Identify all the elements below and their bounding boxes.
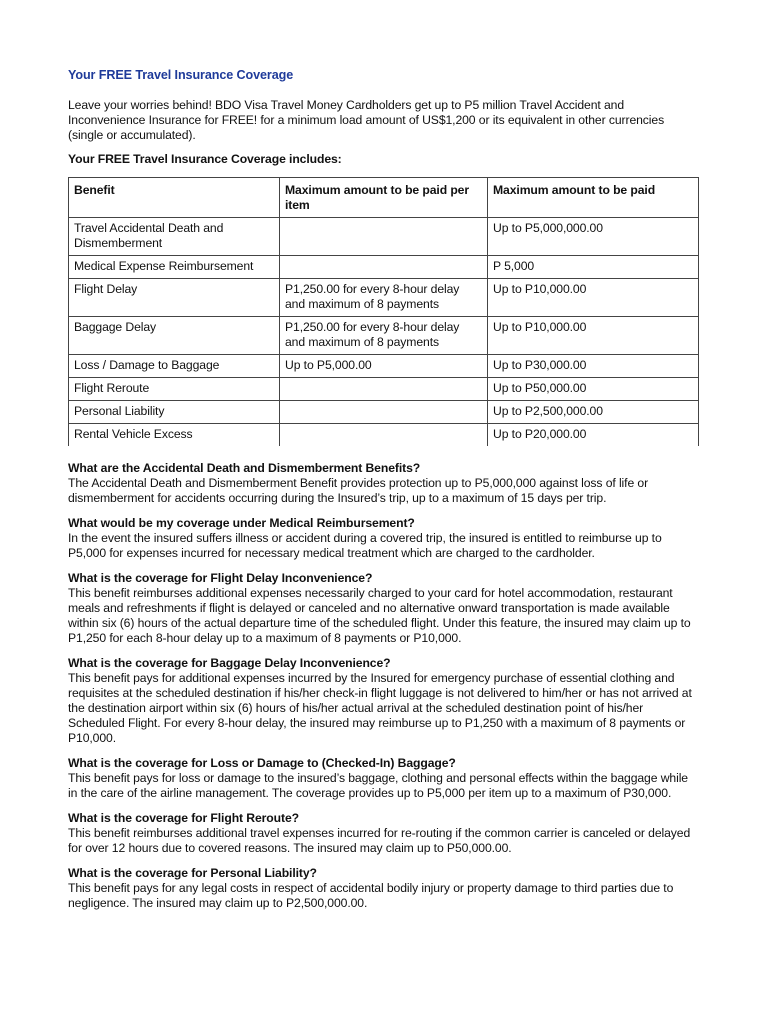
table-row (69, 424, 699, 447)
faq-question: What is the coverage for Flight Delay Inconvenience? (68, 571, 373, 585)
benefit-cell: Flight Delay (69, 279, 280, 317)
faq-item (68, 516, 698, 561)
max-amount-cell: Up to P5,000,000.00 (488, 218, 699, 256)
faq-answer: This benefit reimburses additional expenses necessarily charged to your card for hotel accommodation, restaurant meals and refreshments if flight is delayed or canceled and no alternative onward transportation is made available within six (6) hours of the actual departure time of the scheduled flight. Under this feature, the insured may claim up to P1,250 for each 8-hour delay up to a maximum of 8 payments or P10,000. (68, 586, 691, 645)
benefit-cell: Baggage Delay (69, 317, 280, 355)
benefit-cell: Rental Vehicle Excess (69, 424, 280, 447)
per-item-cell (280, 256, 488, 279)
max-amount-cell: Up to P30,000.00 (488, 355, 699, 378)
faq-answer: This benefit pays for additional expenses incurred by the Insured for emergency purchase of essential clothing and requisites at the scheduled destination if his/her check-in flight luggage is not delivered to him/her or has not arrived at the destination airport within six (6) hours of his/her actual arrival at the scheduled destination point of his/her Scheduled Flight. For every 8-hour delay, the insured may reimburse up to P1,250 with a maximum of 8 payments or P10,000. (68, 671, 692, 745)
faq-answer: This benefit reimburses additional travel expenses incurred for re-routing if the common carrier is canceled or delayed for over 12 hours due to covered reasons. The insured may claim up to P50,000.00. (68, 826, 691, 855)
includes-heading: Your FREE Travel Insurance Coverage includes: (68, 152, 342, 166)
per-item-cell (280, 424, 488, 447)
benefit-cell: Personal Liability (69, 401, 280, 424)
faq-question: What would be my coverage under Medical Reimbursement? (68, 516, 415, 530)
faq-question: What is the coverage for Loss or Damage to (Checked-In) Baggage? (68, 756, 456, 770)
faq-answer: This benefit pays for any legal costs in respect of accidental bodily injury or property damage to third parties due to negligence. The insured may claim up to P2,500,000.00. (68, 881, 674, 910)
faq-question: What is the coverage for Flight Reroute? (68, 811, 299, 825)
max-amount-cell: Up to P50,000.00 (488, 378, 699, 401)
faq-item (68, 756, 698, 801)
max-amount-cell: P 5,000 (488, 256, 699, 279)
page-title: Your FREE Travel Insurance Coverage (68, 68, 294, 82)
max-amount-cell: Up to P20,000.00 (488, 424, 699, 447)
faq-answer: The Accidental Death and Dismemberment Benefit provides protection up to P5,000,000 against loss of life or dismemberment for accidents occurring during the Insured’s trip, up to a maximum of 15 days per trip. (68, 476, 649, 505)
max-amount-cell: Up to P10,000.00 (488, 279, 699, 317)
table-row (69, 378, 699, 401)
max-amount-cell: Up to P2,500,000.00 (488, 401, 699, 424)
per-item-cell (280, 218, 488, 256)
table-row (69, 256, 699, 279)
per-item-cell: Up to P5,000.00 (280, 355, 488, 378)
table-row (69, 401, 699, 424)
document (68, 68, 698, 911)
column-header-benefit: Benefit (69, 178, 280, 218)
benefit-cell: Loss / Damage to Baggage (69, 355, 280, 378)
table-row (69, 317, 699, 355)
faq-answer: This benefit pays for loss or damage to the insured’s baggage, clothing and personal effects within the baggage while in the care of the airline management. The coverage provides up to P5,000 per item up to a maximum of P30,000. (68, 771, 688, 800)
faq-item (68, 571, 698, 646)
faq-section (68, 461, 698, 911)
per-item-cell (280, 378, 488, 401)
per-item-cell (280, 401, 488, 424)
per-item-cell: P1,250.00 for every 8-hour delay and maximum of 8 payments (280, 279, 488, 317)
table-row (69, 355, 699, 378)
benefit-cell: Flight Reroute (69, 378, 280, 401)
faq-item (68, 461, 698, 506)
faq-question: What are the Accidental Death and Dismemberment Benefits? (68, 461, 421, 475)
table-header-row (69, 178, 699, 218)
faq-answer: In the event the insured suffers illness or accident during a covered trip, the insured is entitled to reimburse up to P5,000 for expenses incurred for necessary medical treatment which are charged to the cardholder. (68, 531, 662, 560)
column-header-max-amount: Maximum amount to be paid (488, 178, 699, 218)
table-row (69, 218, 699, 256)
table-row (69, 279, 699, 317)
intro-paragraph: Leave your worries behind! BDO Visa Travel Money Cardholders get up to P5 million Travel Accident and Inconvenience Insurance for FREE! for a minimum load amount of US$1,200 or its equivalent in other currencies (single or accumulated). (68, 98, 665, 142)
benefit-cell: Travel Accidental Death and Dismemberment (69, 218, 280, 256)
benefit-cell: Medical Expense Reimbursement (69, 256, 280, 279)
faq-question: What is the coverage for Personal Liability? (68, 866, 317, 880)
faq-item (68, 811, 698, 856)
max-amount-cell: Up to P10,000.00 (488, 317, 699, 355)
per-item-cell: P1,250.00 for every 8-hour delay and maximum of 8 payments (280, 317, 488, 355)
column-header-max-per-item: Maximum amount to be paid per item (280, 178, 488, 218)
faq-item (68, 866, 698, 911)
faq-question: What is the coverage for Baggage Delay Inconvenience? (68, 656, 391, 670)
benefits-table (68, 177, 699, 446)
faq-item (68, 656, 698, 746)
